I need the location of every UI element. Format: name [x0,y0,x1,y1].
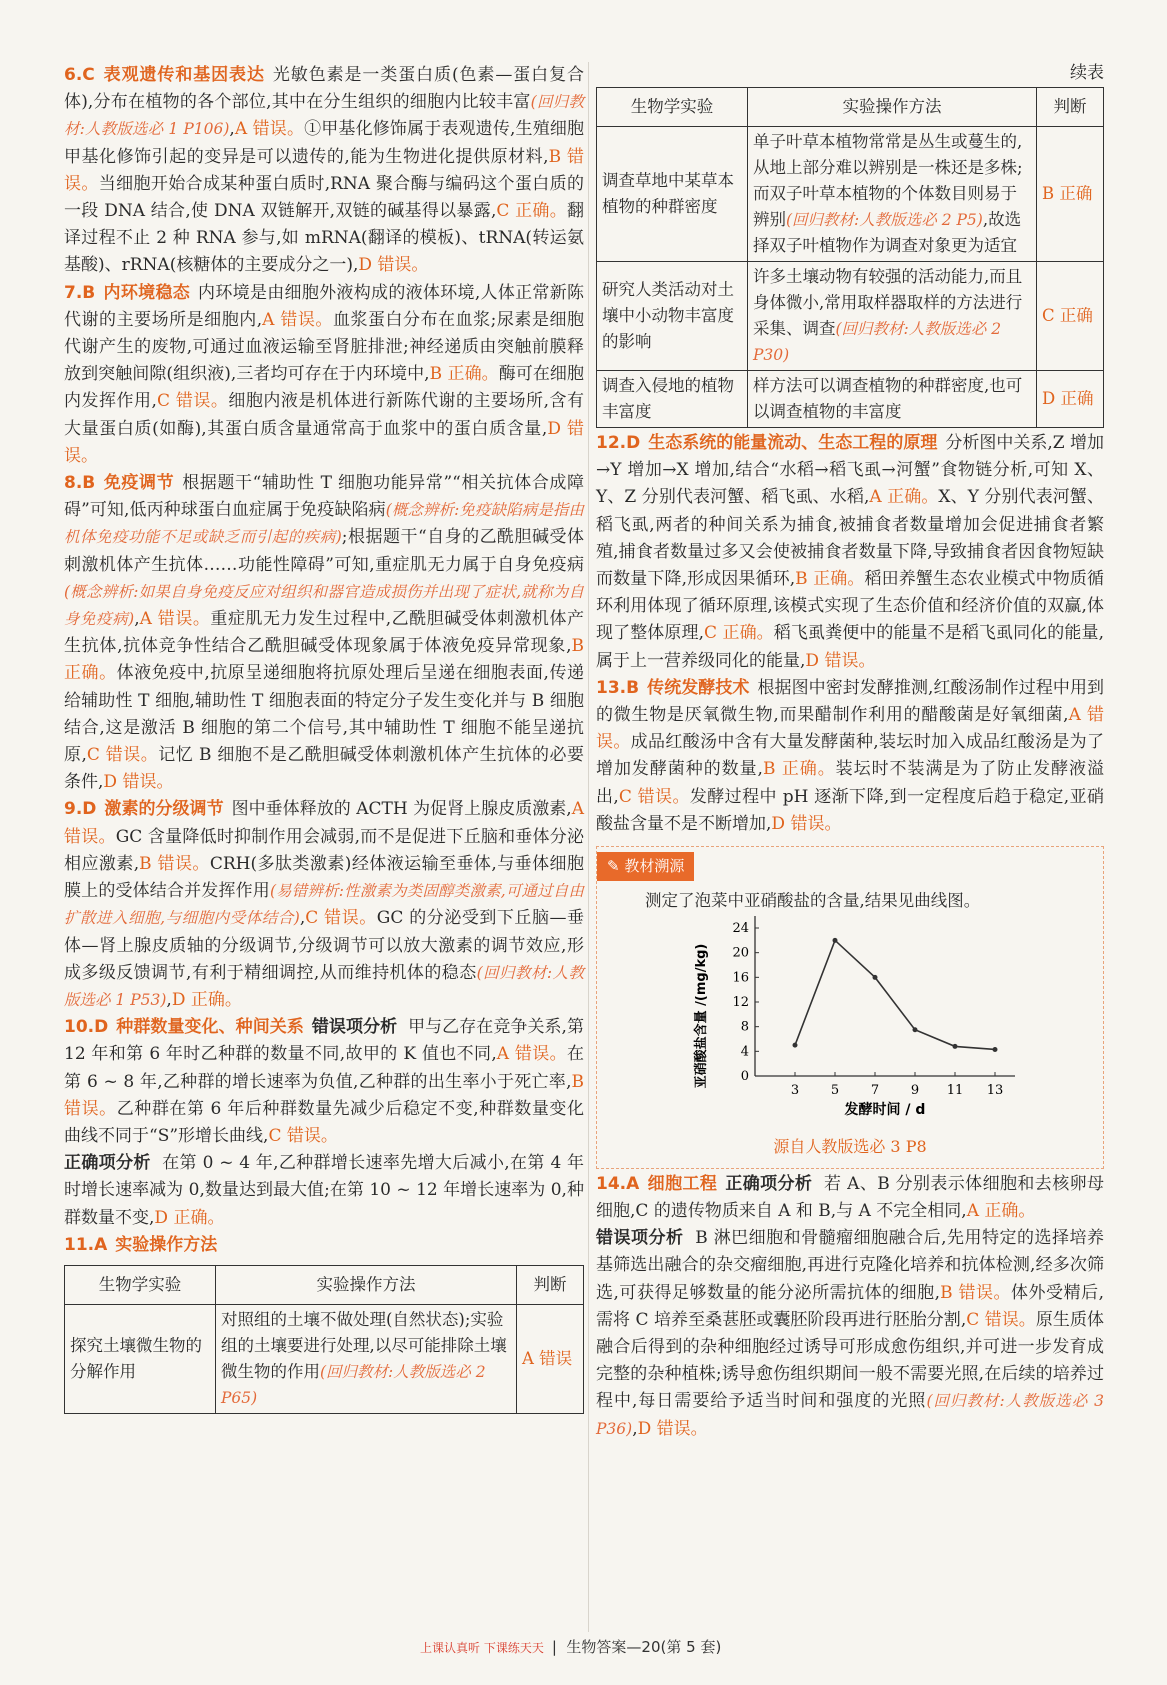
x-tick-label: 5 [830,1083,840,1099]
cell-judge: D 正确 [1037,371,1104,428]
y-tick-label: 24 [732,921,749,937]
table-header-row [65,1265,584,1304]
data-point [873,975,878,980]
right-column [596,60,1104,1443]
answer-10-correct: 正确项分析 在第 0 ~ 4 年,乙种群增长速率先增大后减小,在第 4 年时增长速率减为 0,数量达到最大值;在第 10 ~ 12 年增长速率为 0,种群数量不变,D 正确。 [64,1153,585,1228]
cell-judge: C 正确 [1037,262,1104,371]
y-tick-label: 16 [732,970,749,986]
series-line [795,941,995,1050]
table-row [65,1304,584,1413]
box-title: ✎ 教材溯源 [597,852,694,881]
nitrite-chart [685,916,1025,1130]
box-description: 测定了泡菜中亚硝酸盐的含量,结果见曲线图。 [645,891,981,911]
table-header-row [597,88,1104,127]
answer-9: 9.D 激素的分级调节 图中垂体释放的 ACTH 为促肾上腺皮质激素,A 错误。GC 含量降低时抑制作用会减弱,而不是促进下丘脑和垂体分泌相应激素,B 错误。CRH(多肽类激素)经体液运输至垂体,与垂体细胞膜上的受体结合并发挥作用(易错辨析:性激素为类固醇类激素,可通过自由扩散进入细胞,与细胞内受体结合),C 错误。GC 的分泌受到下丘脑—垂体—肾上腺皮质轴的分级调节,分级调节可以放大激素的调节效应,形成多级反馈调节,有利于精细调控,从而维持机体的稳态(回归教材:人教版选必 1 P53),D 正确。 [64,799,585,1010]
cell-experiment: 调查草地中某草本植物的种群密度 [597,127,748,262]
header-experiment: 生物学实验 [65,1265,216,1304]
y-axis-label: 亚硝酸盐含量 /(mg/kg) [694,944,709,1089]
header-judge: 判断 [1037,88,1104,127]
page-footer: 上课认真听 下课练天天 | 生物答案—20(第 5 套) [420,1638,722,1656]
header-method: 实验操作方法 [216,1265,517,1304]
data-point [953,1044,958,1049]
cell-judge: B 正确 [1037,127,1104,262]
data-point [993,1047,998,1052]
x-tick-label: 3 [790,1083,800,1099]
left-column [64,62,584,1414]
y-tick-label: 12 [732,995,749,1011]
cell-method: 单子叶草本植物常常是丛生或蔓生的,从地上部分难以辨别是一株还是多株;而双子叶草本植物的个体数目则易于辨别(回归教材:人教版选必 2 P5),故选择双子叶植物作为调查对象更为适宜 [748,127,1037,262]
footer-logo: 上课认真听 下课练天天 [420,1641,544,1655]
x-tick-label: 7 [870,1083,880,1099]
answer-10: 10.D 种群数量变化、种间关系 错误项分析 甲与乙存在竞争关系,第 12 年和第 6 年时乙种群的数量不同,故甲的 K 值也不同,A 错误。在第 6 ~ 8 年,乙种群的增长速率为负值,乙种群的出生率小于死亡率,B 错误。乙种群在第 6 年后种群数量先减少后稳定不变,种群数量变化曲线不同于“S”形增长曲线,C 错误。 [64,1017,585,1146]
cell-method: 许多土壤动物有较强的活动能力,而且身体微小,常用取样器取样的方法进行采集、调查(回归教材:人教版选必 2 P30) [748,262,1037,371]
answer-8: 8.B 免疫调节 根据题干“辅助性 T 细胞功能异常”“相关抗体合成障碍”可知,低丙种球蛋白血症属于免疫缺陷病(概念辨析:免疫缺陷病是指由机体免疫功能不足或缺乏而引起的疾病);根据题干“自身的乙酰胆碱受体刺激机体产生抗体……功能性障碍”可知,重症肌无力属于自身免疫病(概念辨析:如果自身免疫反应对组织和器官造成损伤并出现了症状,就称为自身免疫病),A 错误。重症肌无力发生过程中,乙酰胆碱受体刺激机体产生抗体,抗体竞争性结合乙酰胆碱受体现象属于体液免疫异常现象,B 正确。体液免疫中,抗原呈递细胞将抗原处理后呈递在细胞表面,传递给辅助性 T 细胞,辅助性 T 细胞表面的特定分子发生变化并与 B 细胞结合,这是激活 B 细胞的第二个信号,其中辅助性 T 细胞不能呈递抗原,C 错误。记忆 B 细胞不是乙酰胆碱受体刺激机体产生抗体的必要条件,D 错误。 [64,473,585,793]
answer-7: 7.B 内环境稳态 内环境是由细胞外液构成的液体环境,人体正常新陈代谢的主要场所是细胞内,A 错误。血浆蛋白分布在血浆;尿素是细胞代谢产生的废物,可通过血液运输至肾脏排泄;神经递质由突触前膜释放到突触间隙(组织液),三者均可存在于内环境中,B 正确。酶可在细胞内发挥作用,C 错误。细胞内液是机体进行新陈代谢的主要场所,含有大量蛋白质(如酶),其蛋白质含量通常高于血浆中的蛋白质含量,D 错误。 [64,282,585,466]
answer-6: 6.C 表观遗传和基因表达 光敏色素是一类蛋白质(色素—蛋白复合体),分布在植物的各个部位,其中在分生组织的细胞内比较丰富(回归教材:人教版选必 1 P106),A 错误。①甲基化修饰属于表观遗传,生殖细胞甲基化修饰引起的变异是可以遗传的,能为生物进化提供原材料,B 错误。当细胞开始合成某种蛋白质时,RNA 聚合酶与编码这个蛋白质的一段 DNA 结合,使 DNA 双链解开,双链的碱基得以暴露,C 正确。翻译过程不止 2 种 RNA 参与,如 mRNA(翻译的模板)、tRNA(转运氨基酸)、rRNA(核糖体的主要成分之一),D 错误。 [64,65,585,276]
data-point [833,938,838,943]
y-tick-label: 4 [740,1044,749,1060]
y-tick-label: 20 [732,946,749,962]
chart-svg [685,916,1025,1121]
textbook-source-box [596,846,1104,1169]
answer-12: 12.D 生态系统的能量流动、生态工程的原理 分析图中关系,Z 增加→Y 增加→X 增加,结合“水稻→稻飞虱→河蟹”食物链分析,可知 X、Y、Z 分别代表河蟹、稻飞虱、水稻,A 正确。X、Y 分别代表河蟹、稻飞虱,两者的种间关系为捕食,被捕食者数量增加会促进捕食者繁殖,捕食者数量过多又会使被捕食者数量下降,导致捕食者因食物短缺而数量下降,形成因果循环,B 正确。稻田养蟹生态农业模式中物质循环利用体现了循环原理,该模式实现了生态价值和经济价值的双赢,体现了整体原理,C 正确。稻飞虱粪便中的能量不是稻飞虱同化的能量,属于上一营养级同化的能量,D 错误。 [596,433,1105,671]
cell-method: 样方法可以调查植物的种群密度,也可以调查植物的丰富度 [748,371,1037,428]
answer-11: 11.A 实验操作方法 [64,1234,218,1255]
data-point [913,1028,918,1033]
x-tick-label: 13 [986,1083,1004,1099]
experiment-table-1 [64,1265,584,1414]
answer-14-wrong: 错误项分析 B 淋巴细胞和骨髓瘤细胞融合后,先用特定的选择培养基筛选出融合的杂交瘤细胞,再进行克隆化培养和抗体检测,经多次筛选,可获得足够数量的能分泌所需抗体的细胞,B 错误。体外受精后,需将 C 培养至桑葚胚或囊胚阶段再进行胚胎分割,C 错误。原生质体融合后得到的杂种细胞经过诱导可形成愈伤组织,并可进一步发育成完整的杂种植株;诱导愈伤组织期间一般不需要光照,在后续的培养过程中,每日需要给予适当时间和强度的光照(回归教材:人教版选必 3 P36),D 错误。 [596,1228,1105,1439]
continued-label: 续表 [1070,63,1104,83]
table-row [597,262,1104,371]
data-point [793,1043,798,1048]
box-source: 源自人教版选必 3 P8 [773,1136,927,1156]
x-tick-label: 11 [946,1083,964,1099]
cell-experiment: 研究人类活动对土壤中小动物丰富度的影响 [597,262,748,371]
header-method: 实验操作方法 [748,88,1037,127]
cell-judge: A 错误 [517,1304,584,1413]
y-tick-label: 8 [740,1020,749,1036]
table-row [597,127,1104,262]
x-axis-label: 发酵时间 / d [844,1102,926,1119]
cell-method: 对照组的土壤不做处理(自然状态);实验组的土壤要进行处理,以尽可能排除土壤微生物的作用(回归教材:人教版选必 2 P65) [216,1304,517,1413]
header-experiment: 生物学实验 [597,88,748,127]
cell-experiment: 探究土壤微生物的分解作用 [65,1304,216,1413]
y-tick-label: 0 [740,1069,749,1085]
footer-text: 生物答案—20(第 5 套) [566,1638,722,1656]
answer-13: 13.B 传统发酵技术 根据图中密封发酵推测,红酸汤制作过程中用到的微生物是厌氧微生物,而果醋制作利用的醋酸菌是好氧细菌,A 错误。成品红酸汤中含有大量发酵菌种,装坛时加入成品红酸汤是为了增加发酵菌种的数量,B 正确。装坛时不装满是为了防止发酵液溢出,C 错误。发酵过程中 pH 逐渐下降,到一定程度后趋于稳定,亚硝酸盐含量不是不断增加,D 错误。 [596,677,1105,834]
header-judge: 判断 [517,1265,584,1304]
experiment-table-continued [596,87,1104,428]
x-tick-label: 9 [910,1083,920,1099]
table-row [597,371,1104,428]
column-divider [588,62,589,1632]
cell-experiment: 调查入侵地的植物丰富度 [597,371,748,428]
answer-14: 14.A 细胞工程 正确项分析 若 A、B 分别表示体细胞和去核卵母细胞,C 的遗传物质来自 A 和 B,与 A 不完全相同,A 正确。 [596,1173,1105,1222]
